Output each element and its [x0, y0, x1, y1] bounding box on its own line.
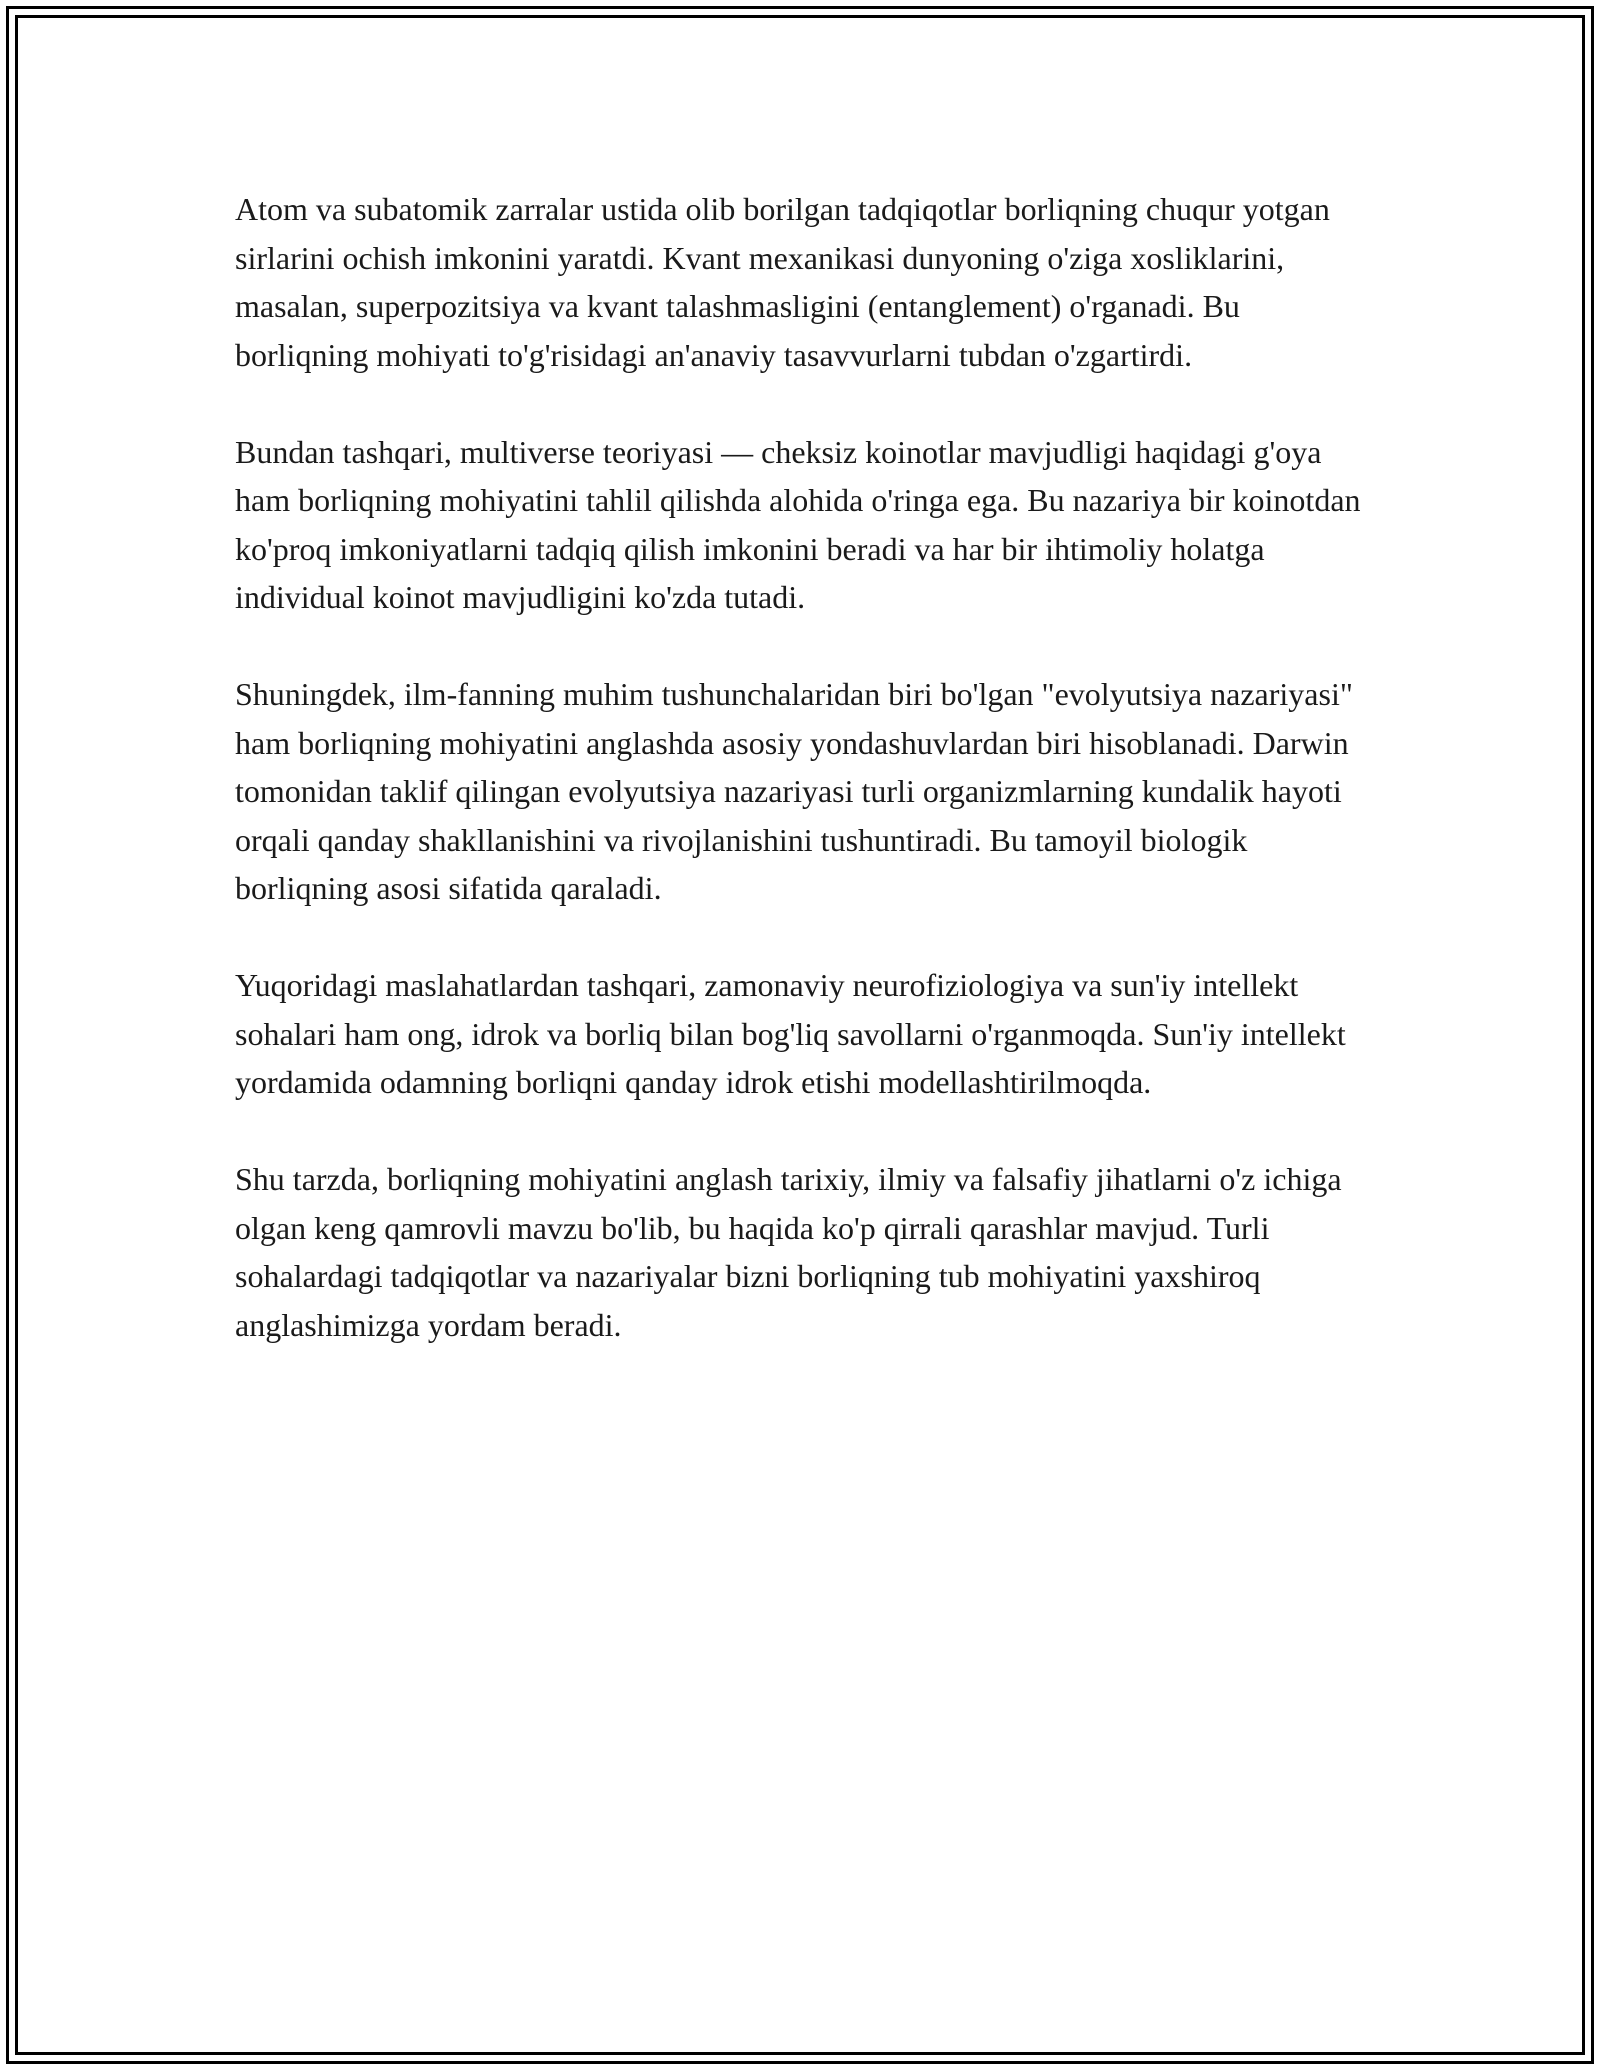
paragraph-quantum: Atom va subatomik zarralar ustida olib borilgan tadqiqotlar borliqning chuqur yotgan sirlarini ochish imkonini yaratdi. Kvant mexanikasi dunyoning o'ziga xosliklarini, masalan, superpozitsiya va kvant talashmasligini (entanglement) o'rganadi. Bu borliqning mohiyati to'g'risidagi an'anaviy tasavvurlarni tubdan o'zgartirdi.	[235, 191, 1330, 373]
paragraph-multiverse: Bundan tashqari, multiverse teoriyasi — cheksiz koinotlar mavjudligi haqidagi g'oya ham borliqning mohiyatini tahlil qilishda alohida o'ringa ega. Bu nazariya bir koinotdan ko'proq imkoniyatlarni tadqiq qilish imkonini beradi va har bir ihtimoliy holatga individual koinot mavjudligini ko'zda tutadi.	[235, 433, 1361, 615]
paragraph-neuroscience: Yuqoridagi maslahatlardan tashqari, zamonaviy neurofiziologiya va sun'iy intellekt sohalari ham ong, idrok va borliq bilan bog'liq savollarni o'rganmoqda. Sun'iy intellekt yordamida odamning borliqni qanday idrok etishi modellashtirilmoqda.	[235, 967, 1346, 1100]
document-body	[235, 185, 1375, 1398]
paragraph-evolution: Shuningdek, ilm-fanning muhim tushunchalaridan biri bo'lgan "evolyutsiya nazariyasi" ham borliqning mohiyatini anglashda asosiy yondashuvlardan biri hisoblanadi. Darwin tomonidan taklif qilingan evolyutsiya nazariyasi turli organizmlarning kundalik hayoti orqali qanday shakllanishini va rivojlanishini tushuntiradi. Bu tamoyil biologik borliqning asosi sifatida qaraladi.	[235, 676, 1353, 906]
paragraph-conclusion: Shu tarzda, borliqning mohiyatini anglash tarixiy, ilmiy va falsafiy jihatlarni o'z ichiga olgan keng qamrovli mavzu bo'lib, bu haqida ko'p qirrali qarashlar mavjud. Turli sohalardagi tadqiqotlar va nazariyalar bizni borliqning tub mohiyatini yaxshiroq anglashimizga yordam beradi.	[235, 1161, 1342, 1343]
